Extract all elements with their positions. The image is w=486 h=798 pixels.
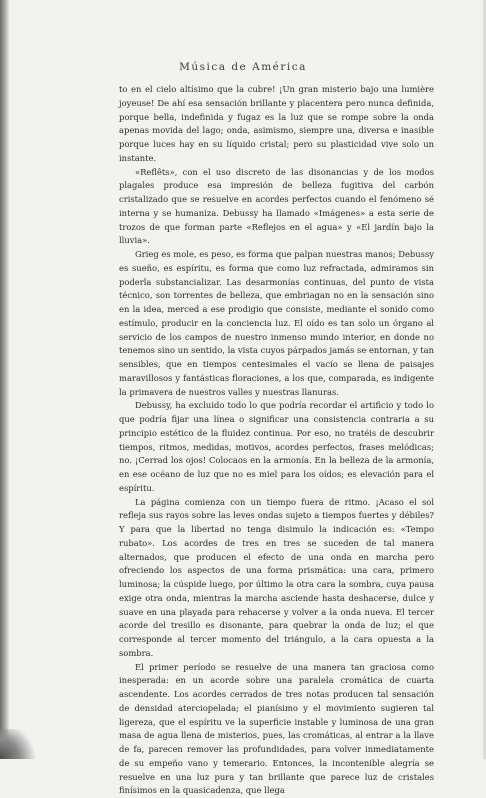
page-corner-shadow (0, 729, 40, 759)
paragraph-continuation: to en el cielo altísimo que la cubre! ¡Un gran misterio bajo una lumière joyeuse! De ahí esa sensación brillante y placentera pero nunca definida, porque bella, indefinida y fugaz es la luz que se rompe sobre la onda apenas movida del lago; onda, asimismo, siempre una, diversa e inasible porque luces hay en su líquido cristal; pero su plasticidad vive solo un instante. (119, 83, 434, 166)
paragraph: Grieg es mole, es peso, es forma que palpan nuestras manos; Debussy es sueño, es espíritu, es forma que como luz refractada, admiramos sin poderla substancializar. Las desarmonías continuas, del punto de vista técnico, son torrentes de belleza, que embriagan no en la sensación sino en la idea, merced a ese prodigio que consiste, mediante el sonido como estímulo, producir en la conciencia luz. El oído es tan solo un órgano al servicio de los campos de nuestro inmenso mundo interior, en donde no tenemos sino un sentido, la vista cuyos párpados jamás se entornan, y tan sensibles, que en tiempos centesimales el vacío se llena de paisajes maravillosos y fantásticas floraciones, a los que, comparada, es indigente la primavera de nuestros valles y nuestras llanuras. (119, 248, 434, 399)
paragraph: Debussy, ha excluido todo lo que podría recordar el artificio y todo lo que podría fijar una línea o significar una consistencia contraria a su principio estético de la fluidez continua. Por eso, no tratéis de descubrir tiempos, ritmos, medidas, motivos, acordes perfectos, frases melódicas; no. ¡Cerrad los ojos! Colocaos en la armonía. En la belleza de la armonía, en ese océano de luz que no es miel para los oídos; es elevación para el espíritu. (119, 399, 434, 495)
paragraph: «Reflêts», con el uso discreto de las disonancias y de los modos plagales produce esa impresión de belleza fugitiva del carbón cristalizado que se resuelve en acordes perfectos cuando el fenómeno sé interna y se humaniza. Debussy ha llamado «Imágenes» a esta serie de trozos de que forman parte «Reflejos en el agua» y «El jardín bajo la lluvia». (119, 166, 434, 249)
paragraph: El primer período se resuelve de una manera tan graciosa como inesperada: en un acorde sobre una paralela cromática de cuarta ascendente. Los acordes cerrados de tres notas producen tal sensación de densidad aterciopelada; el pianísimo y el movimiento sugieren tal ligereza, que el espíritu ve la superficie instable y luminosa de una gran masa de agua llena de misterios, pues, las cromáticas, al entrar a la llave de fa, parecen remover las profundidades, para volver inmediatamente de su empeño vano y temerario. Entonces, la incontenible alegría se resuelve en una luz pura y tan brillante que parece luz de cristales finísimos en la quasicadenza, que llega (119, 661, 434, 798)
body-text (119, 83, 434, 798)
book-spine-shadow (0, 0, 9, 759)
paragraph: La página comienza con un tiempo fuera de ritmo. ¡Acaso el sol refleja sus rayos sobre las leves ondas sujeto a tiempos fuertes y débiles? Y para que la libertad no tenga disimulo la indicación es: «Tempo rubato». Los acordes de tres en tres se suceden de tal manera alternados, que producen el efecto de una onda en marcha pero ofreciendo los aspectos de una forma prismática: una cara, primero luminosa; la cúspide luego, por último la otra cara la sombra, cuya pausa exige otra onda, mientras la marcha asciende hasta deshacerse, dulce y suave en una playada para rehacerse y volver a la onda nueva. El tercer acorde del tresillo es disonante, para quebrar la onda de luz; el que corresponde al tercer momento del triángulo, a la cara opuesta a la sombra. (119, 496, 434, 661)
running-header: Música de América (0, 61, 486, 73)
